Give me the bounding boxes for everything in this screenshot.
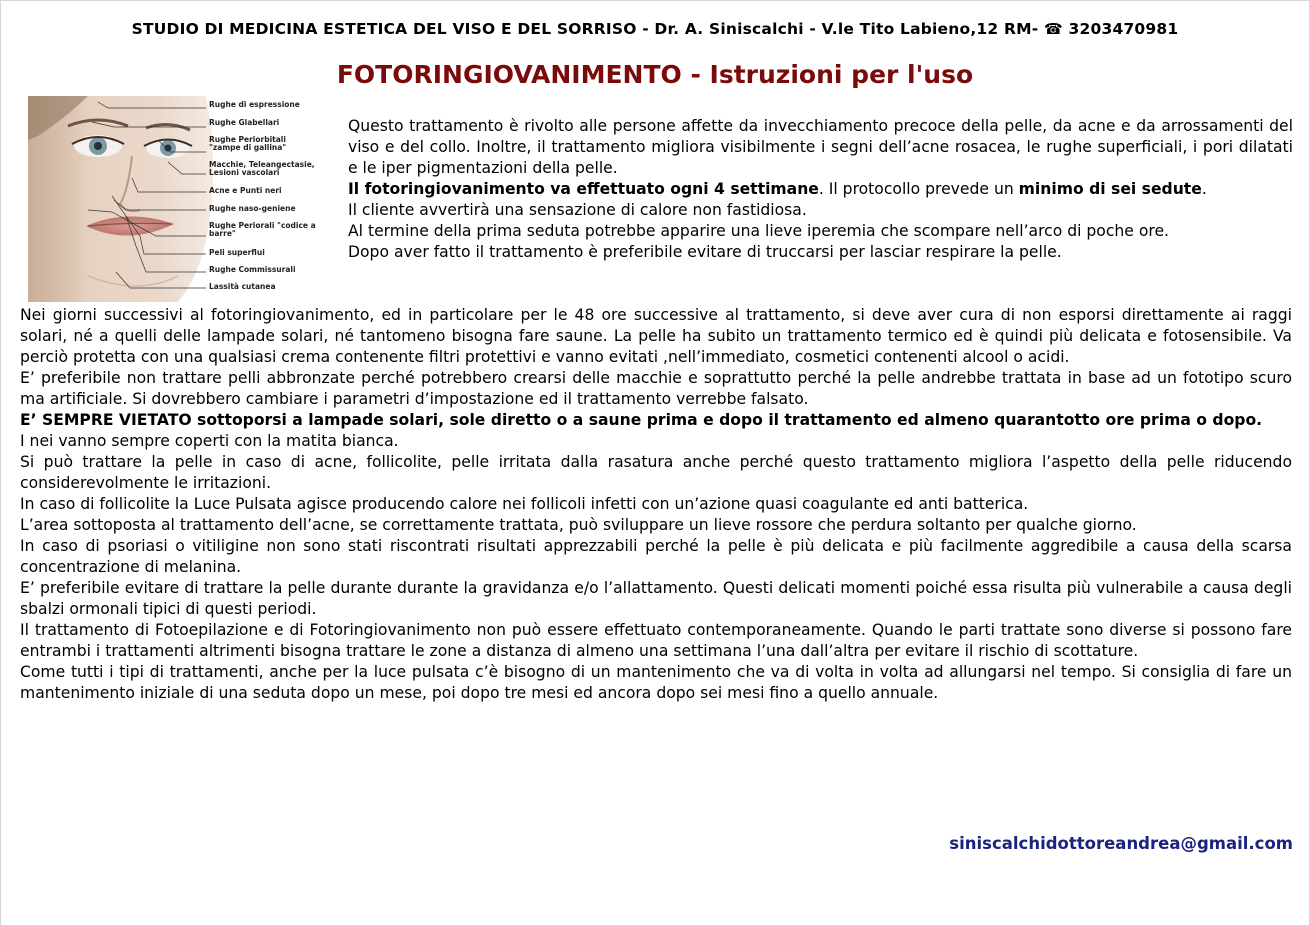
telephone-icon: ☎ [1044,20,1063,38]
intro-section [348,116,1293,263]
contact-email-link[interactable]: siniscalchidottoreandrea@gmail.com [949,834,1293,853]
warning-statement: E’ SEMPRE VIETATO sottoporsi a lampade solari, sole diretto o a saune prima e dopo il trattamento ed almeno quarantotto ore prima o dopo. [20,411,1263,429]
folliculitis-paragraph: In caso di follicolite la Luce Pulsata agisce producendo calore nei follicoli infetti con un’azione quasi coagulante ed anti batterica. [20,495,1029,513]
minimum-sessions: minimo di sei sedute [1018,180,1202,198]
acne-paragraph: Si può trattare la pelle in caso di acne, follicolite, pelle irritata dalla rasatura anche perché questo trattamento migliora l’aspetto della pelle riducendo considerevolmente le irritazioni. [20,453,1292,492]
frequency-statement: Il fotoringiovanimento va effettuato ogni 4 settimane [348,180,819,198]
label-acne-punti-neri: Acne e Punti neri [209,186,282,195]
face-diagram [28,96,342,302]
label-codice-barre: barre" [209,229,236,238]
moles-paragraph: I nei vanno sempre coperti con la matita bianca. [20,432,399,450]
intro-frequency-paragraph [348,179,1293,200]
maintenance-paragraph: Come tutti i tipi di trattamenti, anche per la luce pulsata c’è bisogno di un mantenimento che va di volta in volta ad allungarsi nel tempo. Si consiglia di fare un mantenimento iniziale di una seduta dopo un mese, poi dopo tre mesi ed ancora dopo sei mesi fino a quello annuale. [20,663,1292,702]
label-rughe-glabellari: Rughe Glabellari [209,118,280,127]
sun-exposure-paragraph: Nei giorni successivi al fotoringiovanimento, ed in particolare per le 48 ore successive al trattamento, si deve aver cura di non esporsi direttamente ai raggi solari, né a quelli delle lampade solari, né tantomeno bisogna fare saune. La pelle ha subito un trattamento termico ed è quindi più delicata e fotosensibile. Va perciò protetta con una qualsiasi crema contenente filtri protettivi e vanno evitati ,nell’immediato, cosmetici contenenti alcool o acidi. [20,306,1292,366]
label-lesioni-vascolari: Lesioni vascolari [209,168,280,177]
page-title: FOTORINGIOVANIMENTO - Istruzioni per l'uso [336,60,974,89]
acne-redness-paragraph: L’area sottoposta al trattamento dell’acne, se correttamente trattata, può sviluppare un lieve rossore che perdura soltanto per qualche giorno. [20,516,1137,534]
label-rughe-naso-geniene: Rughe naso-geniene [209,204,296,213]
label-zampe-gallina: "zampe di gallina" [209,143,287,152]
protocol-end: . [1201,180,1207,198]
studio-header [0,20,1310,38]
label-peli-superflui: Peli superflui [209,248,265,257]
tanned-skin-paragraph: E’ preferibile non trattare pelli abbronzate perché potrebbero crearsi delle macchie e soprattutto perché la pelle andrebbe trattata in base ad un fototipo scuro ma artificiale. Si dovrebbero cambiare i parametri d’impostazione ed il trattamento verrebbe falsato. [20,369,1292,408]
label-rughe-periorali: Rughe Periorali "codice a [209,221,316,230]
pregnancy-paragraph: E’ preferibile evitare di trattare la pelle durante durante la gravidanza e/o l’allattamento. Questi delicati momenti poiché essa risulta più vulnerabile a causa degli sbalzi ormonali tipici di questi periodi. [20,579,1292,618]
protocol-text: . Il protocollo prevede un [818,180,1019,198]
heat-sensation-paragraph: Il cliente avvertirà una sensazione di calore non fastidiosa. [348,201,807,219]
phone-number: 3203470981 [1068,20,1179,38]
hyperemia-paragraph: Al termine della prima seduta potrebbe apparire una lieve iperemia che scomparе nell’arco di poche ore. [348,222,1170,240]
instructions-body [20,305,1292,704]
psoriasis-paragraph: In caso di psoriasi o vitiligine non sono stati riscontrati risultati apprezzabili perché la pelle è più delicata e più facilmente aggredibile a causa della scarsa concentrazione di melanina. [20,537,1292,576]
label-rughe-espressione: Rughe di espressione [209,100,300,109]
epilation-paragraph: Il trattamento di Fotoepilazione e di Fotoringiovanimento non può essere effettuato contemporaneamente. Quando le parti trattate sono diverse si possono fare entrambi i trattamenti altrimenti bisogna trattare le zone a distanza di almeno una settimana l’una dall’altra per evitare il rischio di scottature. [20,621,1292,660]
warning-paragraph [20,410,1292,431]
makeup-paragraph: Dopo aver fatto il trattamento è preferibile evitare di truccarsi per lasciar respirare la pelle. [348,243,1062,261]
label-macchie: Macchie, Teleangectasie, [209,160,315,169]
label-rughe-periorbitali: Rughe Periorbitali [209,135,286,144]
label-lassita-cutanea: Lassità cutanea [209,282,276,291]
label-rughe-commissurali: Rughe Commissurali [209,265,296,274]
studio-line: STUDIO DI MEDICINA ESTETICA DEL VISO E DEL SORRISO - Dr. A. Siniscalchi - V.le Tito Labieno,12 RM- [131,20,1039,38]
intro-paragraph: Questo trattamento è rivolto alle persone affette da invecchiamento precoce della pelle, da acne e da arrossamenti del viso e del collo. Inoltre, il trattamento migliora visibilmente i segni dell’acne rosacea, le rughe superficiali, i pori dilatati e le iper pigmentazioni della pelle. [348,117,1293,177]
